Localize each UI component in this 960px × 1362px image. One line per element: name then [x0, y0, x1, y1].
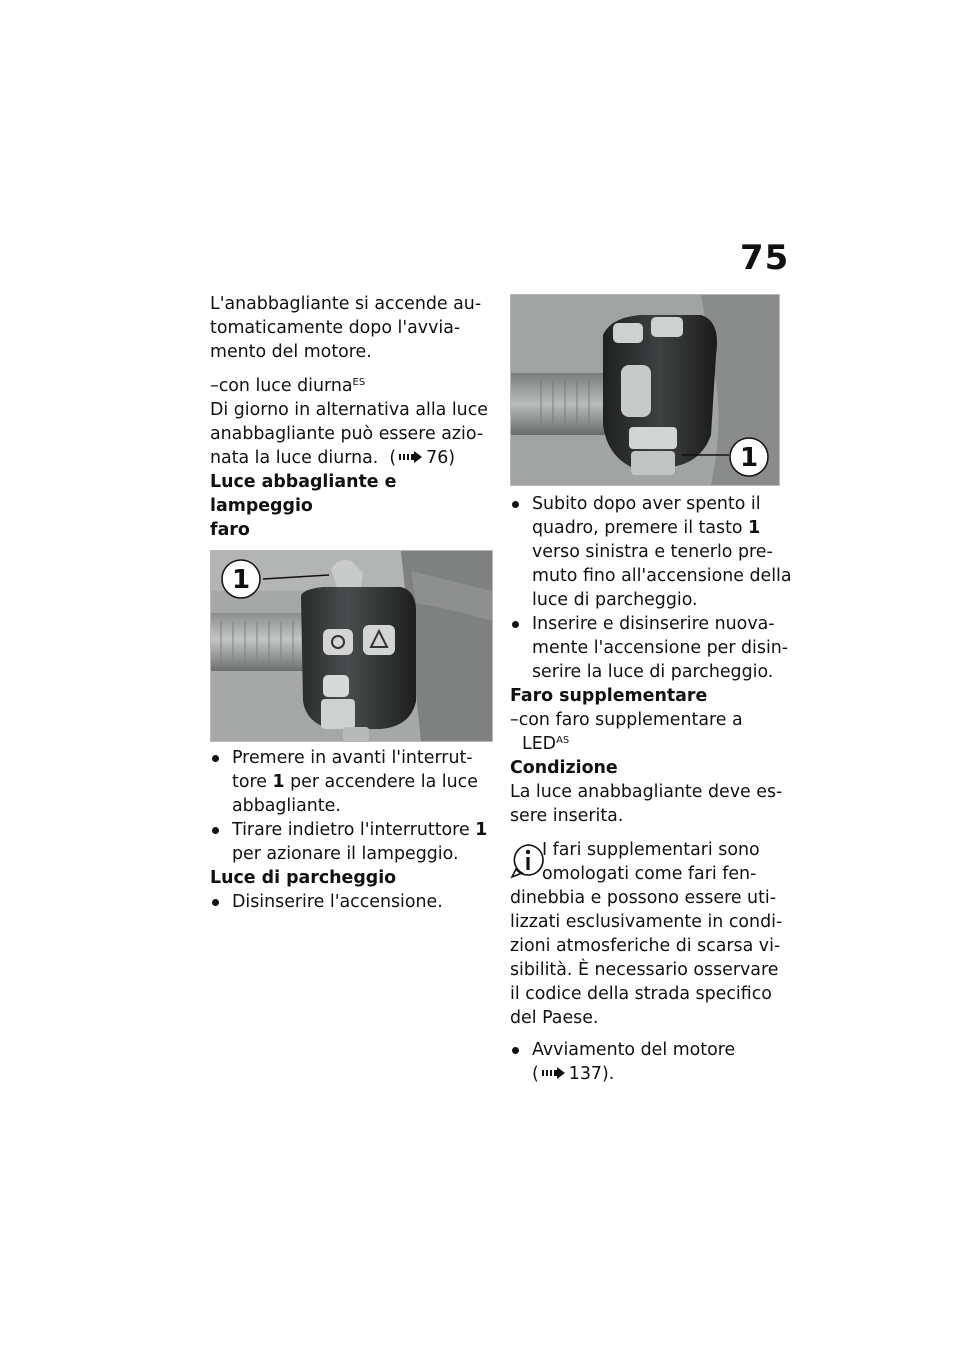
handlebar-left-illustration: [211, 551, 492, 741]
section-heading-auxiliary-light: Faro supplementare: [510, 686, 708, 706]
info-note: [510, 838, 792, 1030]
page-reference-arrow-icon: [541, 1066, 567, 1080]
list-item: Avviamento del motore ( 137).: [510, 1038, 792, 1086]
condition-paragraph: La luce anabbagliante deve es- sere inserita.: [510, 782, 783, 826]
list-item: Disinserire l'accensione.: [210, 890, 492, 914]
list-item: Subito dopo aver spento il quadro, premere il tasto 1 verso sinistra e tenerlo pre- muto fino all'accensione della luce di parcheggio.: [510, 492, 792, 612]
daylight-condition: –con luce diurna$^{ES}$: [210, 376, 366, 396]
list-item: Premere in avanti l'interrut- tore 1 per accendere la luce abbagliante.: [210, 746, 492, 818]
intro-paragraph: L'anabbagliante si accende au- tomaticamente dopo l'avvia- mento del motore.: [210, 294, 482, 362]
page-number: 75: [740, 238, 790, 278]
right-column: [510, 294, 792, 1086]
handlebar-switch-figure-left: [210, 550, 493, 742]
handlebar-switch-figure-right: [510, 294, 780, 486]
info-icon: [510, 842, 546, 880]
section-heading-condition: Condizione: [510, 758, 618, 778]
section-heading-high-beam: Luce abbagliante e lampeggio faro: [210, 472, 397, 540]
auxiliary-light-condition: –con faro supplementare a $LED^{AS}$: [510, 710, 743, 754]
list-item: Tirare indietro l'interruttore 1 per azionare il lampeggio.: [210, 818, 492, 866]
high-beam-steps: [210, 746, 492, 866]
page-reference[interactable]: 76): [426, 448, 456, 468]
list-item: Inserire e disinserire nuova- mente l'accensione per disin- serire la luce di parcheggio.: [510, 612, 792, 684]
callout-number-1: 1: [231, 565, 251, 595]
daylight-paragraph: Di giorno in alternativa alla luce anabbagliante può essere azio- nata la luce diurna. ( 76): [210, 400, 488, 468]
option-code-as: AS: [556, 735, 570, 746]
callout-number-1: 1: [739, 443, 759, 473]
section-heading-parking-light: Luce di parcheggio: [210, 868, 397, 888]
parking-light-activation-steps: [510, 492, 792, 684]
handlebar-right-illustration: [511, 295, 779, 485]
parking-light-steps: [210, 890, 492, 914]
left-column: [210, 292, 492, 914]
page-reference-arrow-icon: [398, 450, 424, 464]
info-note-text: I fari supplementari sono omologati come fari fen- dinebbia e possono essere uti- lizzati esclusivamente in condi- zioni atmosferiche di scarsa vi- sibilità. È necessario osservare il codice della strada specifico del Paese.: [510, 840, 783, 1028]
option-code-es: ES: [352, 377, 366, 388]
page-reference[interactable]: 137).: [568, 1064, 615, 1084]
engine-start-reference: [510, 1038, 792, 1086]
